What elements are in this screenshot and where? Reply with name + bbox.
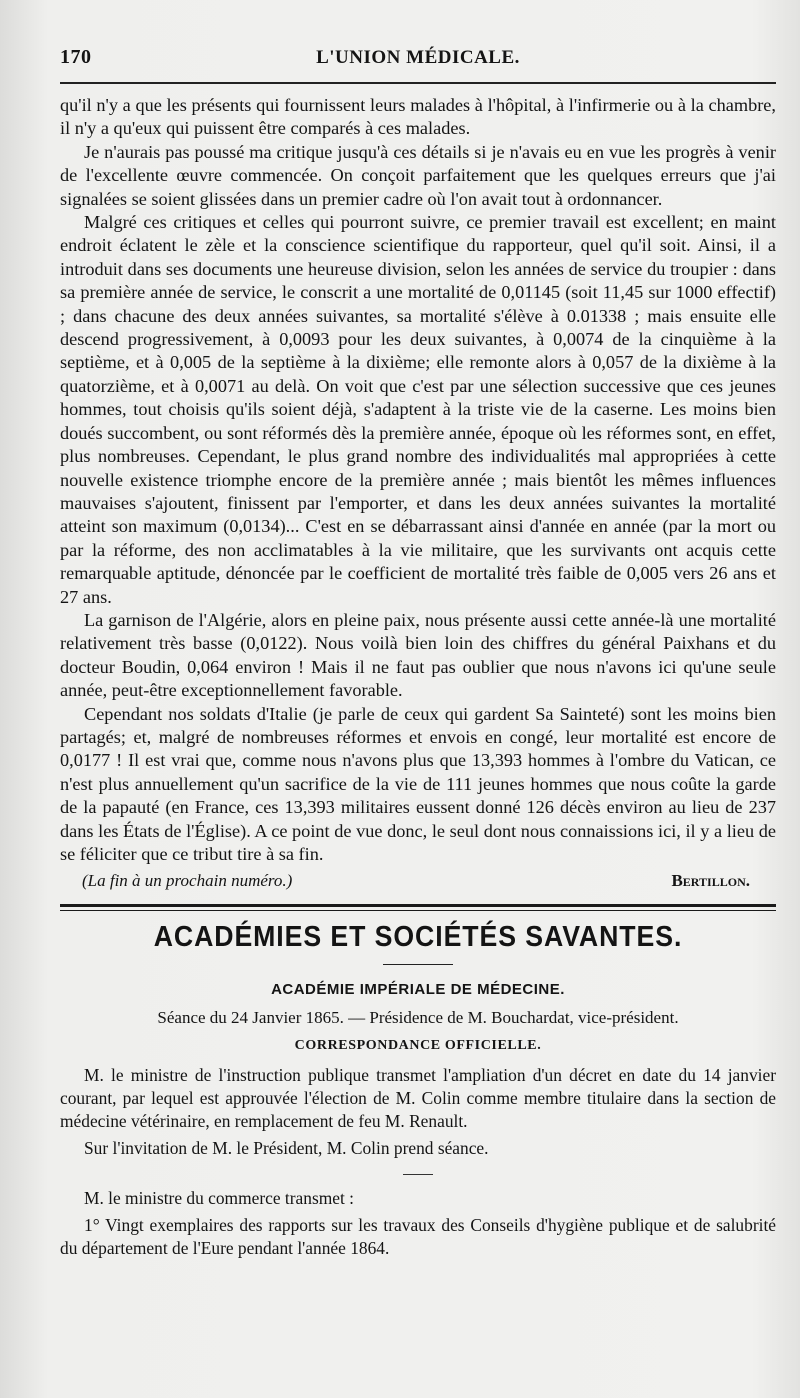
section-paragraph: M. le ministre du commerce transmet : — [84, 1188, 354, 1209]
article-paragraph: La garnison de l'Algérie, alors en pleine paix, nous présente aussi cette année-là une mortalité relativement très basse (0,0122). Nous voilà bien loin des chiffres du général Paixhans et du docteur Boudin, 0,064 environ ! Mais il ne faut pas oublier que nous n'avons ici qu'une seule année, peut-être exceptionnellement favorable. — [60, 609, 776, 701]
article-paragraph: qu'il n'y a que les présents qui fournissent leurs malades à l'hôpital, à l'infirmerie ou à la chambre, il n'y a qu'eux qui puissent être comparés à ces malades. — [60, 95, 776, 139]
article-paragraph: Je n'aurais pas poussé ma critique jusqu'à ces détails si je n'avais eu en vue les progrès à venir de l'excellente œuvre commencée. On conçoit parfaitement que les quelques erreurs que j'ai signalées se soient glissées dans un premier cadre où l'on avait tout à ordonnancer. — [60, 141, 776, 209]
section-paragraph: Sur l'invitation de M. le Président, M. Colin prend séance. — [84, 1138, 489, 1159]
section-body-continued — [60, 1187, 776, 1260]
header-rule — [60, 82, 776, 84]
article-footer — [60, 869, 776, 892]
continuation-note: (La fin à un prochain numéro.) — [82, 871, 293, 891]
correspondence-heading: CORRESPONDANCE OFFICIELLE. — [294, 1038, 542, 1054]
page-number: 170 — [60, 46, 92, 68]
separator-rule — [403, 1174, 433, 1175]
section-paragraph: 1° Vingt exemplaires des rapports sur les travaux des Conseils d'hygiène publique et de salubrité du département de l'Eure pendant l'année 1864. — [60, 1215, 776, 1259]
running-header — [60, 46, 776, 80]
article-paragraph: Malgré ces critiques et celles qui pourront suivre, ce premier travail est excellent; en maint endroit éclatent le zèle et la conscience scientifique du rapporteur, quel qu'il soit. Ainsi, il a introduit dans ses documents une heureuse division, selon les années de service du troupier : dans sa première année de service, le conscrit a une mortalité de 0,01145 (soit 11,45 sur 1000 effectif) ; dans chacune des deux années suivantes, sa mortalité s'élève à 0.01338 ; mais ensuite elle descend progressivement, à 0,0093 pour les deux suivantes, à 0,0074 de la cinquième à la septième, et à 0,005 de la septième à la dixième; elle remonte alors à 0,057 de la dixième à la quatorzième, et à 0,0071 au delà. On voit que c'est par une sélection successive que ces jeunes hommes, tout choisis qu'ils soient déjà, s'adaptent à la triste vie de la caserne. Les moins bien doués succombent, ou sont réformés dès la première année, époque où les réformes sont, en effet, plus nombreuses. Cependant, le plus grand nombre des individualités mal appropriées à cette nouvelle existence triomphe encore de la première année ; mais bientôt les mêmes influences mauvaises s'ajoutent, finissent par l'emporter, et dans les deux années suivantes la mortalité atteint son maximum (0,0134)... C'est en se débarrassant ainsi d'année en année (par la mort ou par la réforme, des non acclimatables à la vie militaire, que les survivants ont acquis cette remarquable aptitude, dénoncée par le coefficient de mortalité très faible de 0,005 vers 26 ans et 27 ans. — [60, 212, 776, 607]
article-body — [60, 94, 776, 866]
section-paragraph: M. le ministre de l'instruction publique transmet l'ampliation d'un décret en date du 14 janvier courant, par lequel est approuvée l'élection de M. Colin comme membre titulaire dans la section de médecine vétérinaire, en remplacement de feu M. Renault. — [60, 1065, 776, 1132]
title-rule — [383, 964, 453, 965]
article-paragraph: Cependant nos soldats d'Italie (je parle de ceux qui gardent Sa Sainteté) sont les moins bien partagés; et, malgré de nombreuses réformes et envois en congé, leur mortalité est encore de 0,0177 ! Il est vrai que, comme nous n'avons plus que 13,393 hommes à l'ombre du Vatican, ce n'est plus annuellement qu'un sacrifice de la vie de 111 jeunes hommes que nous coûte la garde de la papauté (en France, ces 13,393 militaires eussent donné 126 décès environ au lieu de 237 dans les États de l'Église). A ce point de vue donc, le seul dont nous connaissions ici, il y a lieu de se féliciter que ce tribut tire à sa fin. — [60, 703, 776, 864]
author-signature: Bertillon. — [671, 871, 750, 891]
running-title: L'UNION MÉDICALE. — [316, 47, 520, 68]
section-subtitle: ACADÉMIE IMPÉRIALE DE MÉDECINE. — [271, 981, 565, 999]
section-body — [60, 1064, 776, 1160]
section-double-rule — [60, 904, 776, 911]
seance-line: Séance du 24 Janvier 1865. — Présidence de M. Bouchardat, vice-président. — [157, 1008, 679, 1028]
section-title: ACADÉMIES ET SOCIÉTÉS SAVANTES. — [153, 921, 683, 954]
